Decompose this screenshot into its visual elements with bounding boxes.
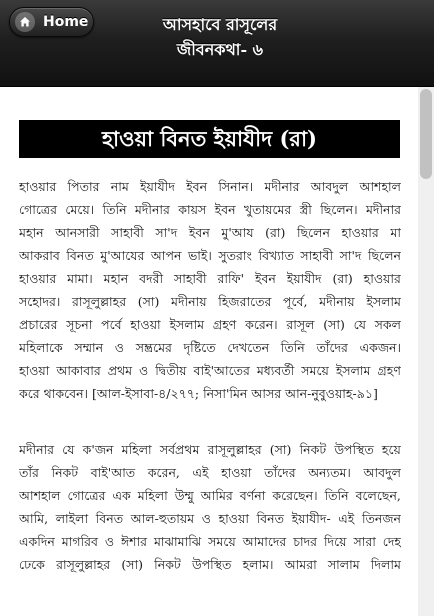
home-button-label: Home (43, 14, 89, 30)
paragraph-line: হাওয়ার পিতার নাম ইয়াযীদ ইবন সিনান। মদীনার আবদুল আশহাল (19, 179, 401, 194)
paragraph-line: মহিলাকে সম্মান ও সম্ভ্রমের দৃষ্টিতে দেখতেন তিনি তাঁদের একজন। (19, 340, 401, 355)
paragraph-line: গোত্রের মেয়ে। তিনি মদীনার কায়স ইবন খুতায়মের স্ত্রী ছিলেন। মদীনার (19, 202, 401, 217)
paragraph-line: ঢেকে রাসূলুল্লাহর (সা) নিকট উপস্থিত হলাম। আমরা সালাম দিলাম (19, 557, 401, 572)
paragraph-line: আমি, লাইলা বিনত আল-হুতায়ম ও হাওয়া বিনত ইয়াযীদ- এই তিনজন (19, 511, 401, 526)
scrollbar-thumb[interactable] (420, 89, 432, 179)
article-title: হাওয়া বিনত ইয়াযীদ (রা) (19, 120, 400, 158)
paragraph-line: তাঁর নিকট বাই'আত করেন, এই হাওয়া তাঁদের অন্যতম। আবদুল (19, 465, 401, 480)
article-content[interactable] (0, 87, 418, 616)
page-title-line2: জীবনকথা- ৬ (176, 40, 264, 59)
paragraph-line: প্রচারের সূচনা পর্বে হাওয়া ইসলাম গ্রহণ করেন। রাসূল (সা) যে সকল (19, 317, 401, 332)
paragraph-line: মদীনার যে ক'জন মহিলা সর্বপ্রথম রাসূলুল্লাহর (সা) নিকট উপস্থিত হয়ে (19, 442, 401, 457)
paragraph-line: একদিন মাগরিব ও ঈশার মাঝামাঝি সময়ে আমাদের চাদর দিয়ে সারা দেহ (19, 534, 401, 549)
header-bar (0, 0, 434, 87)
home-icon (15, 12, 35, 32)
paragraph-line: মহান আনসারী সাহাবী সা'দ ইবন মু'আয (রা) ছিলেন হাওয়ার মা (19, 225, 401, 240)
page-title-line1: আসহাবে রাসূলের (162, 15, 278, 34)
article-paragraph-2 (19, 438, 401, 576)
article-paragraph-1 (19, 175, 401, 405)
paragraph-line: আকরাব বিনত মু'আযের আপন ভাই। সুতরাং বিখ্যাত সাহাবী সা'দ ছিলেন (19, 248, 401, 263)
paragraph-line: হাওয়ার মামা। মহান বদরী সাহাবী রাফি' ইবন ইয়াযীদ (রা) হাওয়ার (19, 271, 401, 286)
page-title (110, 12, 330, 62)
paragraph-line: সহোদর। রাসূলুল্লাহর (সা) মদীনায় হিজরাতের পূর্বে, মদীনায় ইসলাম (19, 294, 401, 309)
home-button[interactable] (9, 7, 94, 37)
paragraph-line: করে থাকবেন। [আল-ইসাবা-৪/২৭৭; নিসা'মিন আসর আন-নুবুওয়াহ-৯১] (19, 386, 378, 401)
paragraph-line: হাওয়া আকাবার প্রথম ও দ্বিতীয় বাই'আতের মধ্যবর্তী সময়ে ইসলাম গ্রহণ (19, 363, 401, 378)
vertical-scrollbar[interactable] (418, 87, 434, 616)
paragraph-line: আশহাল গোত্রের এক মহিলা উম্মু আমির বর্ণনা করেছেন। তিনি বলেছেন, (19, 488, 401, 503)
